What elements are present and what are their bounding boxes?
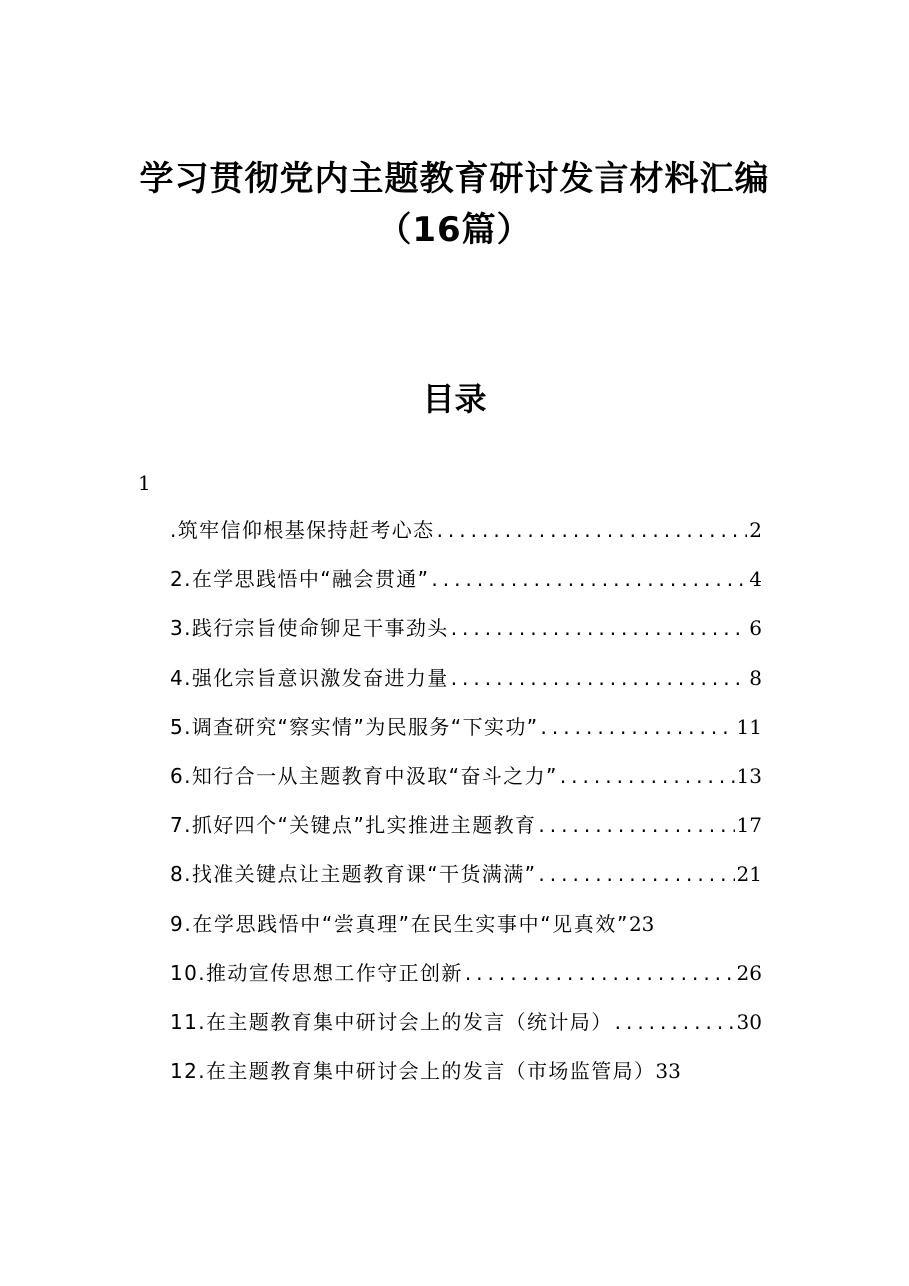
- toc-page-number: 4: [749, 567, 762, 592]
- toc-entry-title: 7.抓好四个“关键点”扎实推进主题教育: [170, 813, 537, 838]
- toc-entry-9[interactable]: [170, 906, 762, 955]
- toc-page-number: 13: [736, 763, 762, 788]
- dot-leader: [538, 856, 734, 892]
- dot-leader: [465, 955, 735, 991]
- dot-leader: [541, 709, 735, 745]
- toc-page-number: 21: [736, 862, 762, 887]
- section-number: 1: [138, 471, 151, 495]
- toc-entry-title: 9.在学思践悟中“尝真理”在民生实事中“见真效”: [170, 911, 629, 936]
- toc-entry-title: 5.调查研究“察实情”为民服务“下实功”: [170, 714, 539, 739]
- toc-entry-title: 12.在主题教育集中研讨会上的发言（市场监管局）: [170, 1059, 656, 1084]
- toc-page-number: 17: [736, 813, 762, 838]
- dot-leader: [431, 561, 747, 597]
- toc-entry-title: 3.践行宗旨使命铆足干事劲头: [170, 616, 449, 641]
- toc-entry-5[interactable]: [170, 709, 762, 758]
- toc-entry-10[interactable]: [170, 955, 762, 1004]
- toc-entry-title: 8.找准关键点让主题教育课“干货满满”: [170, 862, 537, 887]
- toc-page-number: 11: [736, 714, 762, 739]
- dot-leader: [615, 1004, 735, 1040]
- toc-page-number: 6: [749, 616, 762, 641]
- toc-entry-title: .筑牢信仰根基保持赶考心态: [170, 518, 435, 542]
- dot-leader: [451, 610, 748, 646]
- toc-entry-8[interactable]: [170, 856, 762, 905]
- dot-leader: [538, 807, 734, 843]
- toc-page-number: 8: [749, 665, 762, 690]
- toc-entry-4[interactable]: [170, 660, 762, 709]
- toc-entry-12[interactable]: [170, 1053, 762, 1102]
- toc-entry-7[interactable]: [170, 807, 762, 856]
- table-of-contents: [170, 512, 762, 1102]
- toc-entry-6[interactable]: [170, 758, 762, 807]
- toc-page-number: 26: [736, 960, 762, 985]
- toc-entry-11[interactable]: [170, 1004, 762, 1053]
- toc-entry-1[interactable]: [170, 512, 762, 561]
- document-title: 学习贯彻党内主题教育研讨发言材料汇编（16篇）: [139, 159, 770, 250]
- toc-page-number: 30: [736, 1009, 762, 1034]
- toc-page-number: 33: [655, 1059, 681, 1084]
- toc-entry-3[interactable]: [170, 610, 762, 659]
- dot-leader: [437, 512, 748, 548]
- toc-entry-2[interactable]: [170, 561, 762, 610]
- toc-entry-title: 6.知行合一从主题教育中汲取“奋斗之力”: [170, 763, 558, 788]
- dot-leader: [451, 660, 748, 696]
- toc-entry-title: 11.在主题教育集中研讨会上的发言（统计局）: [170, 1009, 613, 1034]
- toc-page-number: 2: [749, 518, 762, 542]
- toc-heading: 目录: [422, 380, 487, 418]
- toc-entry-title: 2.在学思践悟中“融会贯通”: [170, 567, 430, 592]
- toc-page-number: 23: [628, 911, 655, 936]
- toc-entry-title: 4.强化宗旨意识激发奋进力量: [170, 665, 449, 690]
- dot-leader: [560, 758, 735, 794]
- toc-entry-title: 10.推动宣传思想工作守正创新: [170, 960, 463, 985]
